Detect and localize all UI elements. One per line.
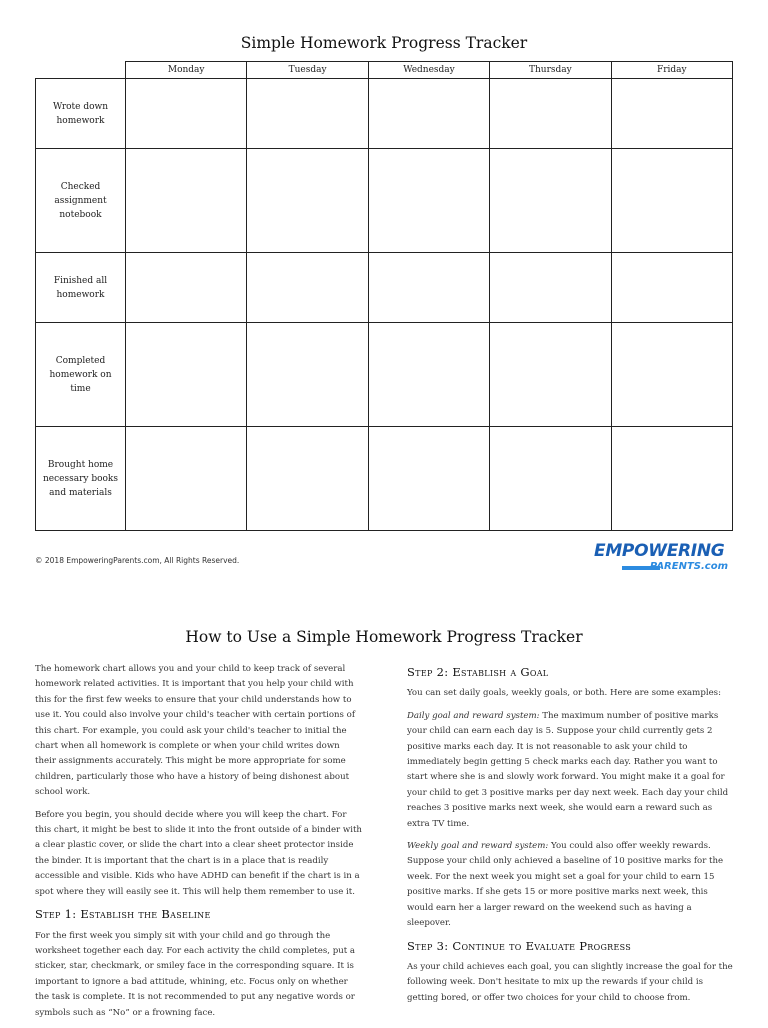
logo-text-bottom: PARENTS.com [649, 561, 728, 572]
step2-intro: You can set daily goals, weekly goals, or both. Here are some examples: [407, 688, 721, 699]
tracker-row [36, 79, 733, 149]
tracker-cell[interactable] [126, 79, 247, 149]
homework-tracker-table [35, 61, 733, 531]
tracker-cell[interactable] [368, 253, 489, 323]
tracker-cell[interactable] [490, 427, 611, 531]
tracker-cell[interactable] [247, 149, 368, 253]
tracker-cell[interactable] [490, 323, 611, 427]
tracker-cell[interactable] [490, 149, 611, 253]
tracker-cell[interactable] [611, 149, 732, 253]
tracker-cell[interactable] [368, 323, 489, 427]
tracker-row [36, 427, 733, 531]
tracker-cell[interactable] [126, 323, 247, 427]
row-label-completed-on-time: Completed homework on time [36, 323, 126, 427]
day-header-wednesday: Wednesday [368, 62, 489, 79]
step2-weekly-paragraph [407, 839, 734, 931]
guide-right-column [407, 662, 734, 1013]
tracker-row [36, 323, 733, 427]
tracker-cell[interactable] [247, 427, 368, 531]
step1-heading: Step 1: Establish the Baseline [35, 907, 211, 922]
tracker-cell[interactable] [126, 427, 247, 531]
day-header-monday: Monday [126, 62, 247, 79]
weekly-label: Weekly goal and reward system: [407, 841, 549, 852]
tracker-cell[interactable] [247, 323, 368, 427]
tracker-cell[interactable] [247, 253, 368, 323]
intro-paragraph-1: The homework chart allows you and your child to keep track of several homework related activities. It is important that you help your child with this for the first few weeks to ensure that your child understands how to use it. You could also involve your child's teacher with certain portions of this chart. For example, you could ask your child's teacher to initial the chart when all homework is complete or when your child writes down their assignments accurately. This might be more appropriate for some children, particularly those who have a history of being dishonest about school work. [35, 664, 356, 798]
step1-paragraph: For the first week you simply sit with your child and go through the worksheet together each day. For each activity the child completes, put a sticker, star, checkmark, or smiley face in the corresponding square. It is important to ignore a bad attitude, whining, etc. Focus only on whether the task is complete. It is not recommended to put any negative words or symbols such as “No” or a frowning face. [35, 930, 356, 1018]
guide-title: How to Use a Simple Homework Progress Tracker [185, 628, 583, 646]
weekly-text: You could also offer weekly rewards. Suppose your child only achieved a baseline of 10 positive marks for the week. For the next week you might set a goal for your child to earn 15 positive marks. If she gets 15 or more positive marks next week, this would earn her a larger reward on the weekend such as having a sleepover. [407, 841, 724, 929]
tracker-cell[interactable] [126, 149, 247, 253]
day-header-row [36, 62, 733, 79]
day-header-tuesday: Tuesday [247, 62, 368, 79]
row-label-checked-notebook: Checked assignment notebook [36, 149, 126, 253]
tracker-cell[interactable] [126, 253, 247, 323]
copyright-notice: © 2018 EmpoweringParents.com, All Rights Reserved. [35, 556, 240, 565]
corner-cell [36, 62, 126, 79]
step3-heading: Step 3: Continue to Evaluate Progress [407, 938, 632, 953]
row-label-brought-books: Brought home necessary books and materials [36, 427, 126, 531]
guide-left-column [35, 662, 362, 1028]
tracker-cell[interactable] [611, 427, 732, 531]
tracker-cell[interactable] [611, 323, 732, 427]
tracker-cell[interactable] [611, 79, 732, 149]
tracker-cell[interactable] [490, 79, 611, 149]
logo-text-top: EMPOWERING [594, 541, 725, 561]
tracker-cell[interactable] [368, 79, 489, 149]
tracker-row [36, 149, 733, 253]
row-label-wrote-down: Wrote down homework [36, 79, 126, 149]
tracker-row [36, 253, 733, 323]
day-header-thursday: Thursday [490, 62, 611, 79]
day-header-friday: Friday [611, 62, 732, 79]
intro-paragraph-2: Before you begin, you should decide where you will keep the chart. For this chart, it might be best to slide it into the front outside of a binder with a clear plastic cover, or slide the chart into a clear sheet protector inside the binder. It is important that the chart is in a place that is readily accessible and visible. Kids who have ADHD can benefit if the chart is in a spot where they will easily see it. This will help them remember to use it. [35, 809, 362, 897]
tracker-cell[interactable] [611, 253, 732, 323]
tracker-title: Simple Homework Progress Tracker [240, 34, 528, 52]
tracker-cell[interactable] [490, 253, 611, 323]
tracker-cell[interactable] [368, 149, 489, 253]
tracker-cell[interactable] [368, 427, 489, 531]
daily-label: Daily goal and reward system: [407, 710, 540, 721]
row-label-finished-homework: Finished all homework [36, 253, 126, 323]
step3-paragraph: As your child achieves each goal, you can slightly increase the goal for the following week. Don't hesitate to mix up the rewards if your child is getting bored, or offer two choices for your child to choose from. [407, 961, 733, 1003]
empowering-parents-logo [594, 541, 734, 577]
daily-text: The maximum number of positive marks your child can earn each day is 5. Suppose your child currently gets 2 positive marks each day. It is not reasonable to ask your child to immediately begin getting 5 check marks each day. Rather you want to start where she is and slowly work forward. You might make it a goal for your child to get 3 positive marks per day next week. Each day your child reaches 3 positive marks next week, she would earn a reward such as extra TV time. [407, 710, 729, 829]
step2-heading: Step 2: Establish a Goal [407, 665, 549, 679]
step2-daily-paragraph [407, 709, 734, 832]
tracker-cell[interactable] [247, 79, 368, 149]
